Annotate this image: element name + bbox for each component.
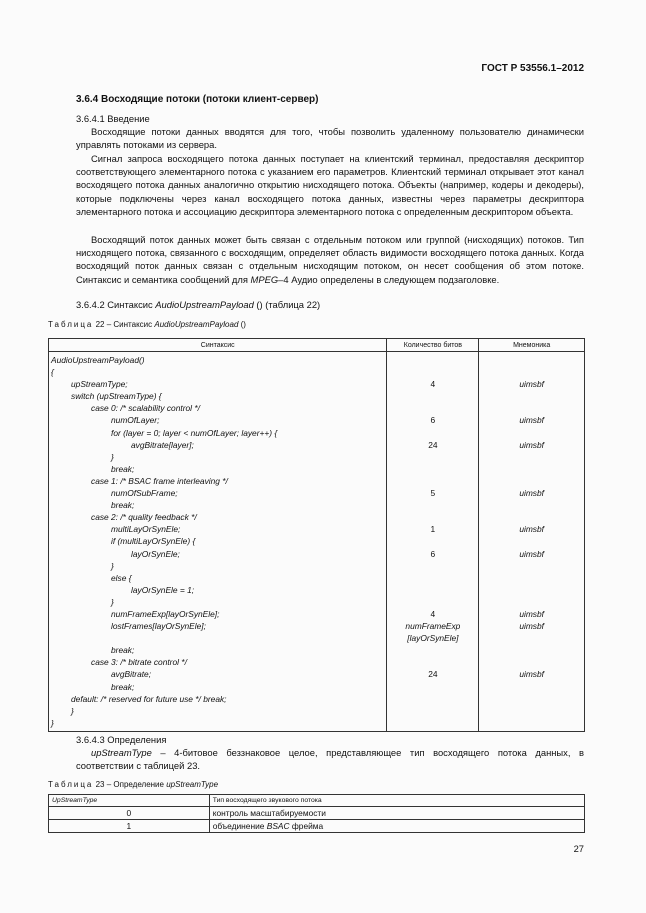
table-row	[49, 820, 585, 833]
upstreamtype-desc: контроль масштабируемости	[209, 807, 584, 820]
mnemonic-value	[481, 717, 582, 729]
bits-column	[387, 352, 479, 732]
bits-value	[389, 475, 476, 487]
syntax-line: avgBitrate;	[111, 669, 152, 680]
bits-value	[389, 572, 476, 584]
bits-value	[389, 499, 476, 511]
syntax-line: layOrSynEle = 1;	[131, 584, 195, 595]
mnemonic-value	[481, 499, 582, 511]
bits-value	[389, 451, 476, 463]
bits-value	[389, 681, 476, 693]
bits-value: 4	[430, 379, 436, 390]
standard-header: ГОСТ Р 53556.1–2012	[481, 63, 584, 74]
syntax-line: lostFrames[layOrSynEle];	[111, 621, 206, 632]
syntax-line: avgBitrate[layer];	[131, 439, 194, 450]
syntax-line: break;	[111, 645, 135, 656]
mnemonic-value: uimsbf	[519, 488, 544, 499]
mnemonic-value: uimsbf	[519, 548, 544, 559]
bits-value	[389, 427, 476, 439]
bits-value: 24	[428, 439, 438, 450]
table22-caption: Таблица 22 – Синтаксис AudioUpstreamPayload ()	[48, 320, 246, 329]
upstreamtype-desc: объединение BSAC фрейма	[209, 820, 584, 833]
table-row	[49, 807, 585, 820]
syntax-line: {	[51, 367, 54, 378]
mnemonic-value	[481, 681, 582, 693]
intro-paragraph-3: Восходящий поток данных может быть связан с отдельным потоком или группой (нисходящих) потоков. Тип нисходящего потока, связанного с восходящим, определяет область видимости восходящего потока данных. Когда восходящий поток данных связан с отдельным нисходящим потоком, он несет сообщения об этом потоке. Синтаксис и семантика сообщений для MPEG–4 Аудио определены в следующем подзаголовке.	[76, 234, 584, 285]
syntax-line: case 2: /* quality feedback */	[91, 512, 197, 523]
syntax-line: else {	[111, 572, 132, 583]
mnemonic-value: uimsbf	[519, 524, 544, 535]
mnemonic-value: uimsbf	[519, 439, 544, 450]
bits-value	[389, 705, 476, 717]
mnemonic-value	[481, 451, 582, 463]
page-number: 27	[573, 843, 584, 854]
definitions-heading: 3.6.4.3 Определения	[76, 734, 167, 745]
bits-value: 6	[430, 415, 436, 426]
syntax-line	[51, 632, 384, 644]
bits-value	[389, 693, 476, 705]
mnemonic-value	[481, 427, 582, 439]
bits-value	[389, 535, 476, 547]
syntax-line: }	[51, 717, 54, 728]
col-header-syntax: Синтаксис	[49, 339, 387, 352]
syntax-line: case 1: /* BSAC frame interleaving */	[91, 475, 228, 486]
bits-value	[389, 584, 476, 596]
mnemonic-value: uimsbf	[519, 415, 544, 426]
mnemonic-value	[481, 560, 582, 572]
syntax-table	[48, 338, 585, 732]
mnemonic-value	[481, 572, 582, 584]
bits-value	[389, 390, 476, 402]
syntax-line: numOfLayer;	[111, 415, 160, 426]
mnemonic-value	[481, 402, 582, 414]
upstreamtype-value: 0	[49, 807, 210, 820]
bits-value	[389, 366, 476, 378]
mnemonic-value	[481, 475, 582, 487]
bits-value: [layOrSynEle]	[407, 633, 459, 644]
mnemonic-value	[481, 511, 582, 523]
mnemonic-value	[481, 596, 582, 608]
mnemonic-value	[481, 656, 582, 668]
syntax-line: switch (upStreamType) {	[71, 391, 162, 402]
syntax-line: numOfSubFrame;	[111, 488, 178, 499]
mnemonic-value	[481, 535, 582, 547]
syntax-line: }	[111, 560, 114, 571]
mnemonic-value	[481, 644, 582, 656]
bits-value	[389, 717, 476, 729]
mnemonic-value	[481, 632, 582, 644]
bits-value	[389, 644, 476, 656]
mnemonic-value	[481, 354, 582, 366]
bits-value	[389, 656, 476, 668]
bits-value: 4	[430, 608, 436, 619]
syntax-line: break;	[111, 681, 135, 692]
syntax-line: default: /* reserved for future use */ break;	[71, 693, 227, 704]
mnemonic-value: uimsbf	[519, 608, 544, 619]
mnemonic-value	[481, 463, 582, 475]
section-title: 3.6.4 Восходящие потоки (потоки клиент-сервер)	[76, 94, 319, 105]
mnemonic-column	[479, 352, 585, 732]
syntax-line: case 0: /* scalability control */	[91, 403, 200, 414]
bits-value	[389, 463, 476, 475]
syntax-line: AudioUpstreamPayload()	[51, 355, 145, 365]
syntax-line: case 3: /* bitrate control */	[91, 657, 187, 668]
bits-value	[389, 560, 476, 572]
bits-value: numFrameExp	[405, 621, 461, 632]
syntax-line: }	[111, 596, 114, 607]
intro-heading: 3.6.4.1 Введение	[76, 113, 150, 124]
mnemonic-value: uimsbf	[519, 621, 544, 632]
table23-caption: Таблица 23 – Определение upStreamType	[48, 780, 219, 789]
mnemonic-value	[481, 693, 582, 705]
syntax-line: break;	[111, 463, 135, 474]
col-header-type: Тип восходящего звукового потока	[209, 795, 584, 807]
syntax-line: multiLayOrSynEle;	[111, 524, 181, 535]
col-header-upstreamtype: UpStreamType	[49, 795, 210, 807]
bits-value: 6	[430, 548, 436, 559]
syntax-column	[49, 352, 387, 732]
mnemonic-value	[481, 366, 582, 378]
syntax-line: }	[71, 705, 74, 716]
syntax-line: numFrameExp[layOrSynEle];	[111, 608, 220, 619]
mnemonic-value: uimsbf	[519, 379, 544, 390]
syntax-line: if (multiLayOrSynEle) {	[111, 536, 196, 547]
upstreamtype-value: 1	[49, 820, 210, 833]
syntax-line: upStreamType;	[71, 379, 128, 390]
mnemonic-value	[481, 584, 582, 596]
col-header-bits: Количество битов	[387, 339, 479, 352]
mnemonic-value: uimsbf	[519, 669, 544, 680]
bits-value	[389, 402, 476, 414]
definitions-paragraph: upStreamType – 4-битовое беззнаковое целое, представляющее тип восходящего потока данных, в соответствии с таблицей 23.	[76, 747, 584, 772]
bits-value	[389, 596, 476, 608]
bits-value	[389, 354, 476, 366]
syntax-line: layOrSynEle;	[131, 548, 180, 559]
bits-value	[389, 511, 476, 523]
bits-value: 5	[430, 488, 436, 499]
syntax-line: }	[111, 451, 114, 462]
mnemonic-value	[481, 390, 582, 402]
intro-paragraph-2: Сигнал запроса восходящего потока данных поступает на клиентский терминал, предоставляя дескриптор соответствующего элементарного потока с указанием его параметров. Клиентский терминал открывает этот канал восходящего потока данных аналогично открытию нисходящего потока. Объекты (например, кодеры и декодеры), которые подключены через канал восходящего потока данных, известны через параметры дескриптора элементарного потока и ассоциацию дескриптора элементарного потока с определенным дескриптором объекта.	[76, 153, 584, 217]
syntax-heading: 3.6.4.2 Синтаксис AudioUpstreamPayload () (таблица 22)	[76, 299, 321, 310]
intro-paragraph-1: Восходящие потоки данных вводятся для того, чтобы позволить удаленному пользователю динамически управлять потоками из сервера.	[76, 126, 584, 151]
bits-value: 24	[428, 669, 438, 680]
bits-value: 1	[430, 524, 436, 535]
mnemonic-value	[481, 705, 582, 717]
syntax-line: for (layer = 0; layer < numOfLayer; layer++) {	[111, 427, 278, 438]
col-header-mnemonic: Мнемоника	[479, 339, 585, 352]
syntax-line: break;	[111, 500, 135, 511]
upstreamtype-table	[48, 794, 585, 833]
